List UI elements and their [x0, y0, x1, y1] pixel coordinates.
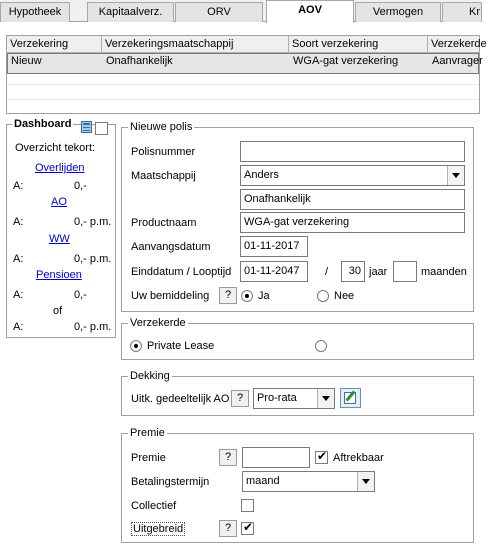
slash-separator: /: [325, 266, 329, 278]
table-header: [7, 36, 487, 53]
productnaam-input[interactable]: WGA-gat verzekering: [240, 212, 465, 233]
aanvangsdatum-label: Aanvangsdatum: [131, 241, 211, 253]
a-label: A:: [13, 180, 24, 192]
tab-kapitaalverzekering[interactable]: Kapitaalverz.: [87, 2, 174, 22]
a-label: A:: [13, 321, 24, 333]
collectief-checkbox[interactable]: [241, 499, 254, 512]
tab-orv[interactable]: ORV: [175, 2, 263, 22]
cell-verzekerde: Aanvrager: [432, 55, 483, 67]
private-lease-radio[interactable]: [130, 340, 142, 352]
bemiddeling-label: Uw bemiddeling: [131, 290, 210, 302]
row-divider: [7, 84, 479, 85]
dashboard-checkbox[interactable]: [95, 122, 108, 135]
column-header-verzekering[interactable]: Verzekering: [7, 36, 102, 52]
verzekerde-legend: Verzekerde: [130, 317, 186, 329]
of-label: of: [53, 305, 63, 317]
productnaam-label: Productnaam: [131, 217, 197, 229]
private-lease-label: Private Lease: [147, 340, 215, 352]
dashboard-subtitle: Overzicht tekort:: [15, 142, 96, 154]
premie-input[interactable]: [242, 447, 310, 468]
a-label: A:: [13, 216, 24, 228]
ao-link[interactable]: AO: [51, 196, 67, 208]
policy-table: [6, 35, 487, 114]
betalingstermijn-select[interactable]: [242, 471, 375, 492]
dashboard-panel: [6, 118, 116, 338]
pensioen-value: 0,-: [74, 289, 87, 301]
calculator-icon[interactable]: [81, 121, 92, 133]
dekking-legend: Dekking: [130, 370, 170, 382]
uitkering-select[interactable]: [253, 388, 335, 409]
a-label: A:: [13, 289, 24, 301]
uitkering-gedeeltelijk-ao-label: Uitk. gedeeltelijk AO: [131, 393, 230, 405]
tab-hypotheek[interactable]: Hypotheek: [0, 2, 70, 22]
chevron-down-icon[interactable]: [317, 389, 334, 408]
edit-icon[interactable]: [340, 388, 361, 408]
collectief-label: Collectief: [131, 500, 177, 512]
premie-help-button[interactable]: ?: [219, 449, 237, 466]
chevron-down-icon[interactable]: [357, 472, 374, 491]
tab-aov[interactable]: AOV: [266, 0, 354, 23]
bemiddeling-ja-radio[interactable]: [241, 290, 253, 302]
einddatum-input[interactable]: 01-11-2047: [240, 261, 308, 282]
verzekerde-section: [121, 317, 474, 360]
column-header-verzekerde[interactable]: Verzekerde: [431, 38, 487, 50]
uitgebreid-help-button[interactable]: ?: [219, 520, 237, 537]
column-header-soort[interactable]: Soort verzekering: [289, 36, 428, 52]
polisnummer-input[interactable]: [240, 141, 465, 162]
overlijden-link[interactable]: Overlijden: [35, 162, 85, 174]
aftrekbaar-checkbox[interactable]: [315, 451, 328, 464]
betalingstermijn-selected-value: maand: [246, 475, 280, 487]
betalingstermijn-label: Betalingstermijn: [131, 476, 210, 488]
maanden-label: maanden: [421, 266, 467, 278]
polisnummer-label: Polisnummer: [131, 146, 196, 158]
nieuwe-polis-section: [121, 121, 474, 312]
dashboard-title: Dashboard: [14, 118, 72, 130]
jaar-label: jaar: [369, 266, 388, 278]
ao-value: 0,- p.m.: [74, 216, 112, 228]
aanvangsdatum-input[interactable]: 01-11-2017: [240, 236, 308, 257]
dekking-section: [121, 370, 474, 416]
looptijd-jaar-input[interactable]: 30: [341, 261, 365, 282]
bemiddeling-ja-label: Ja: [258, 290, 270, 302]
ww-value: 0,- p.m.: [74, 253, 112, 265]
premie-legend: Premie: [130, 427, 165, 439]
dekking-help-button[interactable]: ?: [231, 390, 249, 407]
uitgebreid-label: Uitgebreid: [133, 523, 184, 535]
aftrekbaar-label: Aftrekbaar: [333, 452, 384, 464]
maatschappij-select[interactable]: [240, 165, 465, 186]
row-divider: [7, 99, 479, 100]
bemiddeling-help-button[interactable]: ?: [219, 287, 237, 304]
bemiddeling-nee-label: Nee: [334, 290, 355, 302]
tab-vermogen[interactable]: Vermogen: [355, 2, 441, 22]
a-label: A:: [13, 253, 24, 265]
premie-label: Premie: [131, 452, 166, 464]
overlijden-value: 0,-: [74, 180, 87, 192]
tab-kr[interactable]: Kr: [442, 2, 482, 22]
uitgebreid-checkbox[interactable]: [241, 522, 254, 535]
maatschappij-selected-value: Anders: [244, 169, 279, 181]
pensioen-link[interactable]: Pensioen: [36, 269, 82, 281]
verzekerde-other-radio[interactable]: [315, 340, 327, 352]
maatschappij-naam-input[interactable]: Onafhankelijk: [240, 189, 465, 210]
bemiddeling-nee-radio[interactable]: [317, 290, 329, 302]
maatschappij-label: Maatschappij: [131, 170, 196, 182]
chevron-down-icon[interactable]: [447, 166, 464, 185]
uitkering-selected-value: Pro-rata: [257, 392, 297, 404]
table-row[interactable]: [7, 53, 483, 74]
premie-section: [121, 427, 474, 543]
pensioen-value-pm: 0,- p.m.: [74, 321, 112, 333]
cell-soort: WGA-gat verzekering: [293, 55, 399, 67]
cell-maatschappij: Onafhankelijk: [106, 55, 173, 67]
nieuwe-polis-legend: Nieuwe polis: [130, 121, 193, 133]
tab-bar: [0, 0, 480, 22]
ww-link[interactable]: WW: [49, 233, 70, 245]
einddatum-label: Einddatum / Looptijd: [131, 266, 232, 278]
looptijd-maanden-input[interactable]: [393, 261, 417, 282]
cell-verzekering: Nieuw: [11, 55, 42, 67]
column-header-maatschappij[interactable]: Verzekeringsmaatschappij: [102, 36, 289, 52]
